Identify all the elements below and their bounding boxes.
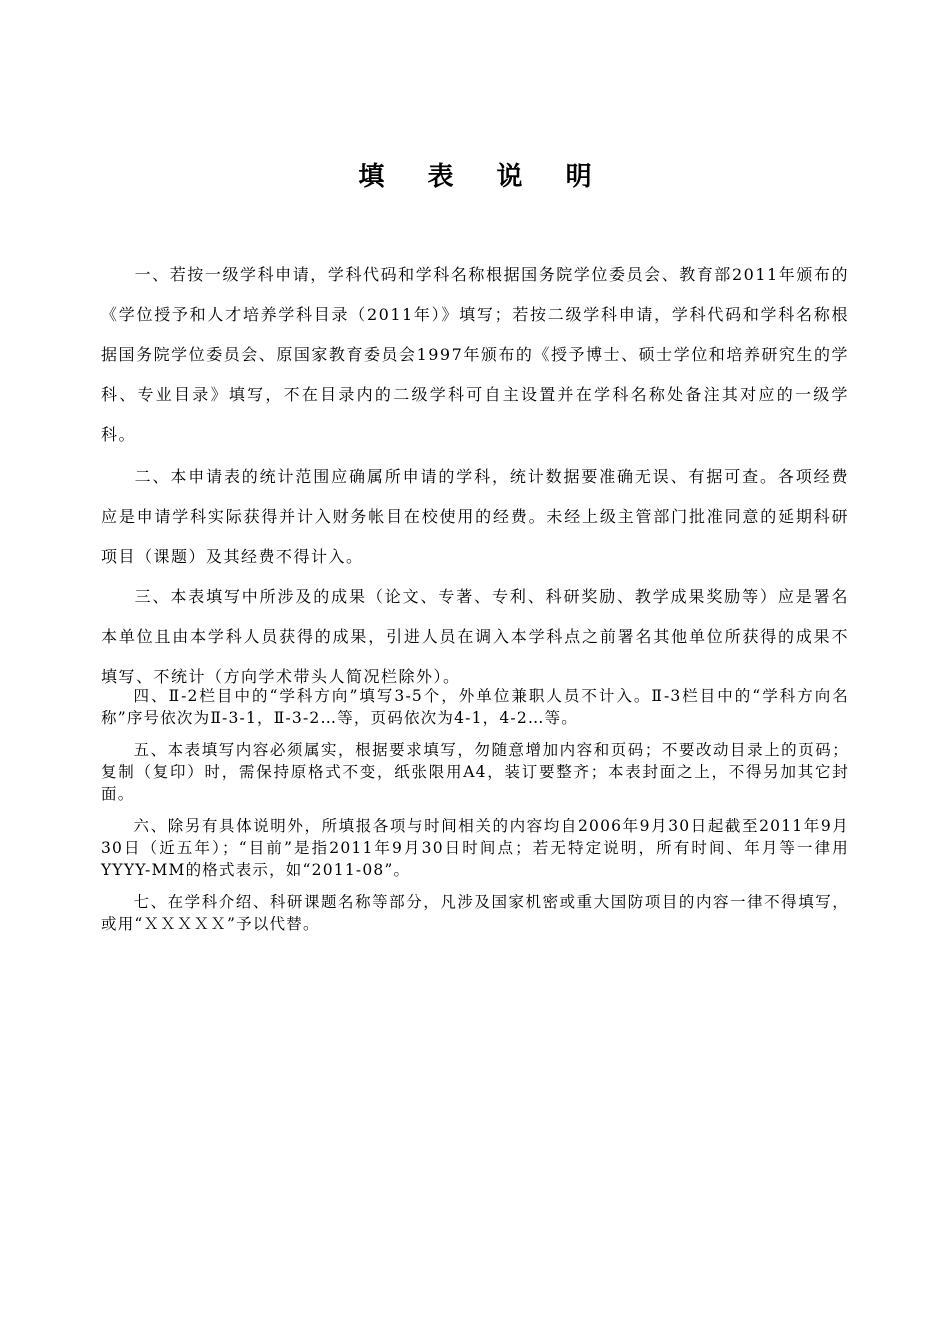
instruction-paragraph-5: 五、本表填写内容必须属实，根据要求填写，勿随意增加内容和页码；不要改动目录上的页码；复制（复印）时，需保持原格式不变，纸张限用A4，装订要整齐；本表封面之上，不得另加其它封面。 — [101, 741, 849, 803]
instruction-paragraph-1: 一、若按一级学科申请，学科代码和学科名称根据国务院学位委员会、教育部2011年颁布的《学位授予和人才培养学科目录（2011年）》填写；若按二级学科申请，学科代码和学科名称根据国务院学位委员会、原国家教育委员会1997年颁布的《授予博士、硕士学位和培养研究生的学科、专业目录》填写，不在目录内的二级学科可自主设置并在学科名称处备注其对应的一级学科。 — [101, 265, 849, 444]
instruction-paragraph-2: 二、本申请表的统计范围应确属所申请的学科，统计数据要准确无误、有据可查。各项经费应是申请学科实际获得并计入财务帐目在校使用的经费。未经上级主管部门批准同意的延期科研项目（课题）及其经费不得计入。 — [101, 467, 849, 566]
instruction-paragraph-7: 七、在学科介绍、科研课题名称等部分，凡涉及国家机密或重大国防项目的内容一律不得填写，或用“ＸＸＸＸＸ”予以代替。 — [101, 893, 849, 933]
instruction-paragraph-6: 六、除另有具体说明外，所填报各项与时间相关的内容均自2006年9月30日起截至2011年9月30日（近五年）；“目前”是指2011年9月30日时间点；若无特定说明，所有时间、年月等一律用YYYY-MM的格式表示，如“2011-08”。 — [101, 817, 849, 879]
page-title: 填 表 说 明 — [358, 162, 609, 192]
instruction-paragraph-4: 四、Ⅱ-2栏目中的“学科方向”填写3-5个，外单位兼职人员不计入。Ⅱ-3栏目中的“学科方向名称”序号依次为Ⅱ-3-1，Ⅱ-3-2…等，页码依次为4-1，4-2…等。 — [101, 687, 849, 727]
instruction-paragraph-3: 三、本表填写中所涉及的成果（论文、专著、专利、科研奖励、教学成果奖励等）应是署名本单位且由本学科人员获得的成果，引进人员在调入本学科点之前署名其他单位所获得的成果不填写、不统计（方向学术带头人简况栏除外）。 — [101, 587, 849, 686]
